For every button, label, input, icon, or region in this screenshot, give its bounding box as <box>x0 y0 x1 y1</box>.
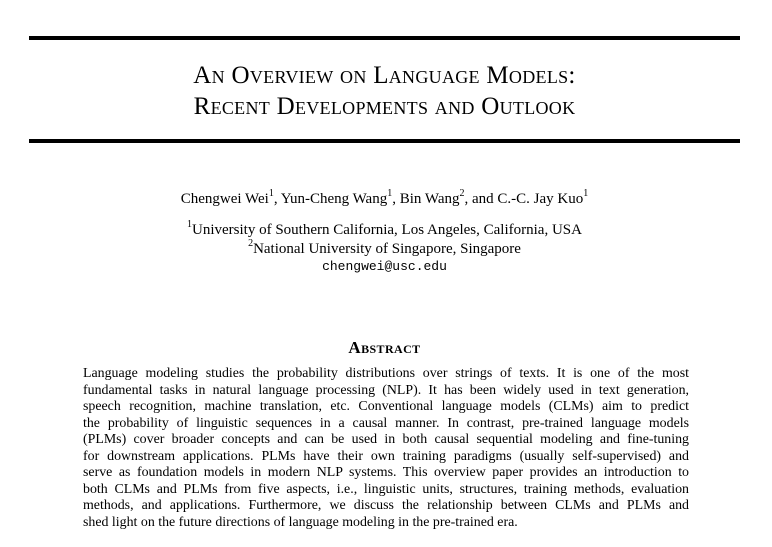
title-line-1: An Overview on Language Models: <box>193 62 576 89</box>
author-affiliation-mark: 1 <box>583 188 589 199</box>
author <box>399 188 498 207</box>
title-line-2: Recent Developments and Outlook <box>193 93 576 120</box>
author-list <box>29 189 740 209</box>
abstract-line: speech recognition, machine translation, etc. Conventional language models (CLMs) aim to predict <box>83 399 689 414</box>
author-name: C.-C. Jay Kuo <box>497 191 584 207</box>
abstract-line: shed light on the future directions of language modeling in the pre-trained era. <box>83 514 518 530</box>
affiliations <box>29 221 740 276</box>
affiliation <box>29 221 740 240</box>
title-top-rule <box>29 36 740 40</box>
abstract-line: both CLMs and PLMs from five aspects, i.e., linguistic units, structures, training methods, evaluation <box>83 481 689 497</box>
abstract-line: for downstream applications. PLMs have their own training paradigms (usually self-supervised) and <box>83 448 689 464</box>
contact-email[interactable]: chengwei@usc.edu <box>322 259 447 274</box>
title-bottom-rule <box>29 139 740 143</box>
author-affiliation-mark: 1 <box>387 188 393 199</box>
abstract-line: serve as foundation models in modern NLP systems. This overview paper provides an introduction to <box>83 465 689 480</box>
abstract-body <box>83 366 689 531</box>
author-affiliation-mark: 1 <box>268 188 274 199</box>
paper-title <box>29 60 740 122</box>
abstract-line: (PLMs) cover broader concepts and can be used in both causal sequential modeling and fine-tuning <box>83 432 689 447</box>
abstract-line: the probability of linguistic sequences in a causal manner. In contrast, pre-trained language models <box>83 415 689 431</box>
author-affiliation-mark: 2 <box>459 188 465 199</box>
affiliation-text: University of Southern California, Los Angeles, California, USA <box>192 222 582 238</box>
author-name: Bin Wang <box>399 191 460 207</box>
affiliation-mark: 2 <box>248 237 254 249</box>
author <box>180 188 281 207</box>
author-separator: , <box>273 191 281 207</box>
abstract-line: methods, and applications. Furthermore, we discuss the relationship between CLMs and PLMs and <box>83 498 689 513</box>
author-name: Yun-Cheng Wang <box>280 191 388 207</box>
abstract-heading: Abstract <box>348 338 421 357</box>
author <box>497 188 589 207</box>
author-name: Chengwei Wei <box>180 191 269 207</box>
author <box>280 188 400 207</box>
affiliation <box>29 237 740 259</box>
affiliation-text: National University of Singapore, Singapore <box>253 240 521 257</box>
author-separator: , and <box>464 191 498 207</box>
abstract-line: Language modeling studies the probability distributions over strings of texts. It is one of the most <box>83 366 689 381</box>
author-separator: , <box>392 191 400 207</box>
abstract-line: fundamental tasks in natural language processing (NLP). It has been widely used in text generation, <box>83 382 689 398</box>
affiliation-mark: 1 <box>187 219 193 230</box>
